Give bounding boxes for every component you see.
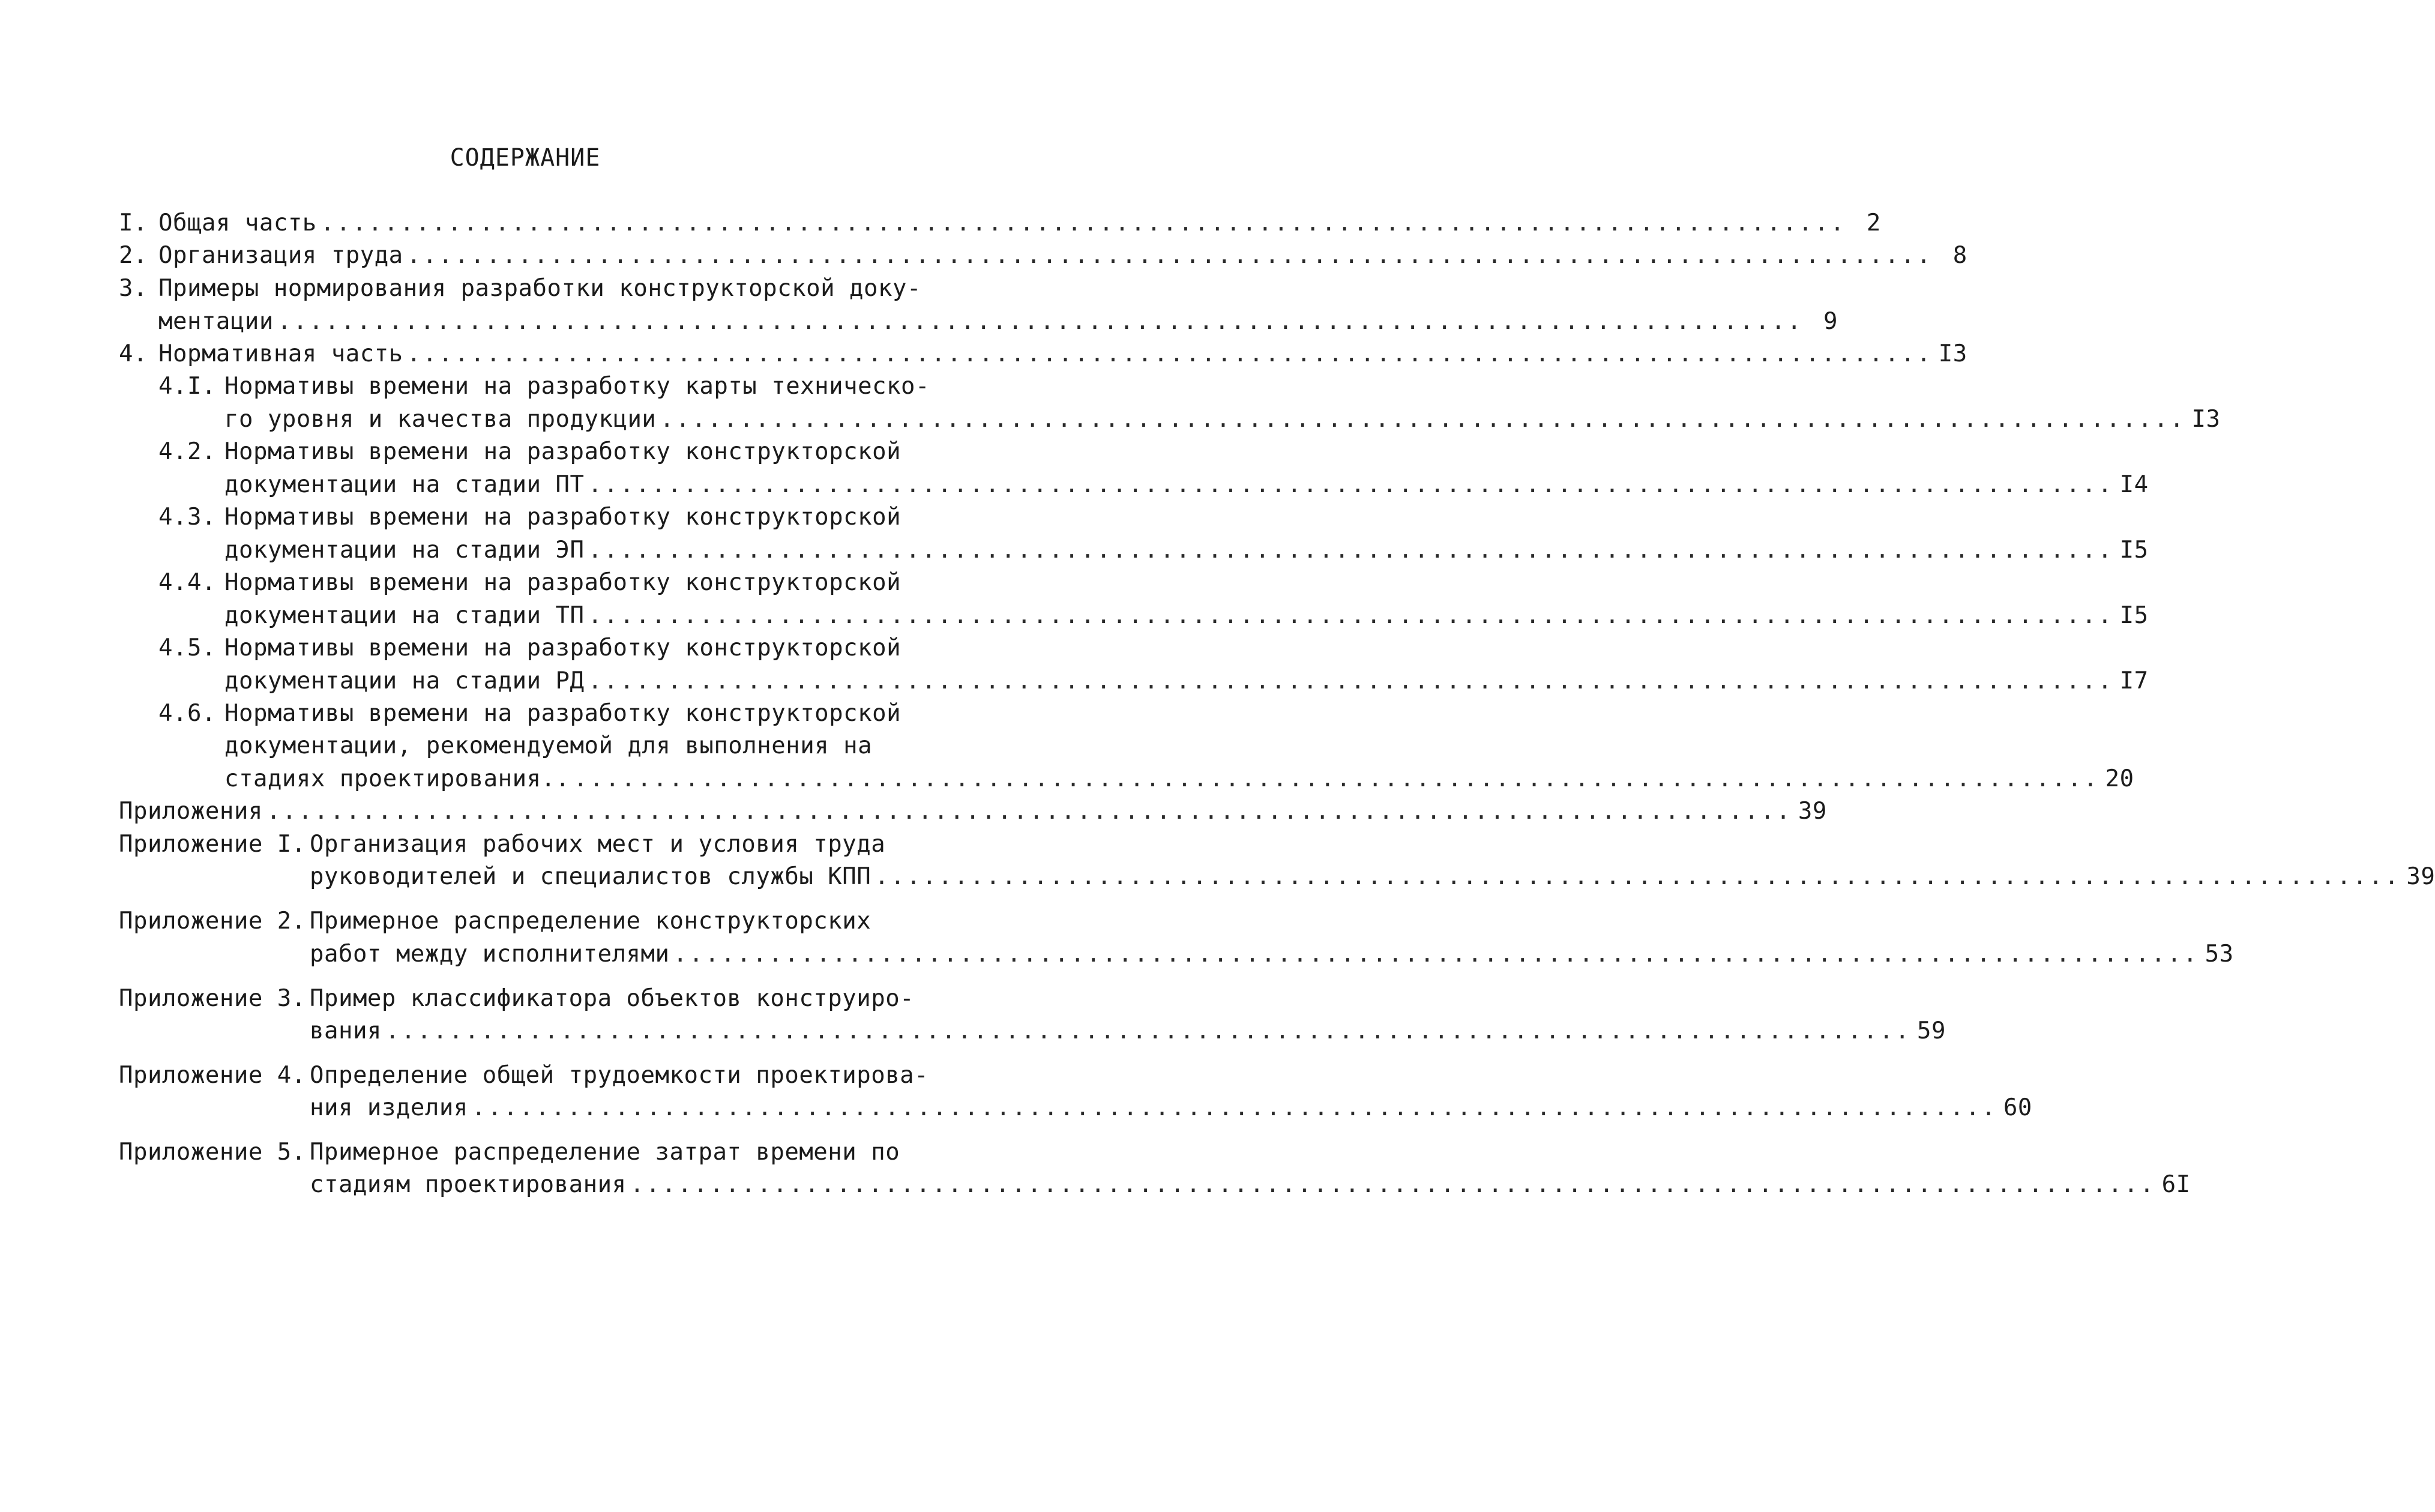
entry-text: Примерное распределение затрат времени по <box>310 1139 900 1166</box>
entry-number: 3. <box>119 275 148 302</box>
dot-leader: ................................................................................................ <box>406 242 1933 269</box>
entry-text: Нормативы времени на разработку конструкторской <box>224 504 901 531</box>
entry-text: Примерное распределение конструкторских <box>310 908 871 935</box>
page-number: 53 <box>2205 941 2234 968</box>
toc-entry <box>158 634 972 663</box>
toc-entry <box>158 503 972 532</box>
page-number: I5 <box>2119 537 2149 564</box>
dot-leader: ................................................................................................ <box>588 537 2114 564</box>
page-number: 39 <box>2406 863 2435 890</box>
page-number: I7 <box>2119 667 2149 694</box>
entry-number: Приложение I. <box>119 831 306 858</box>
toc-entry <box>119 907 972 936</box>
page-number: I4 <box>2119 471 2149 498</box>
entry-text: документации на стадии ЭП <box>224 537 585 564</box>
toc-entry <box>119 984 972 1013</box>
dot-leader: ................................................................................................ <box>406 340 1933 367</box>
entry-text: вания <box>310 1017 382 1044</box>
page-number: 59 <box>1917 1017 1946 1044</box>
toc-entry-continuation <box>224 536 2149 565</box>
entry-text: Определение общей трудоемкости проектирова- <box>310 1062 929 1089</box>
entry-number: 4.I. <box>158 373 216 400</box>
page-number: 60 <box>2003 1094 2032 1121</box>
entry-text: документации на стадии ПТ <box>224 471 585 498</box>
toc-entry <box>119 274 972 303</box>
toc-entry <box>158 372 972 401</box>
toc-entry-continuation <box>310 1017 1946 1046</box>
entry-text: Организация рабочих мест и условия труда <box>310 831 886 858</box>
page-number: I5 <box>2119 602 2149 629</box>
entry-text: Общая часть <box>158 209 317 236</box>
entry-text: ментации <box>158 308 274 335</box>
entry-number: Приложение 4. <box>119 1062 306 1089</box>
toc-entry-continuation <box>224 405 2221 434</box>
dot-leader: ................................................................................................ <box>630 1171 2156 1198</box>
toc-entry <box>119 1138 972 1167</box>
entry-text: ния изделия <box>310 1094 468 1121</box>
entry-number: 4.5. <box>158 634 216 661</box>
entry-number: Приложение 5. <box>119 1139 306 1166</box>
entry-number: Приложение 3. <box>119 985 306 1012</box>
page-number: 39 <box>1798 798 1827 825</box>
dot-leader: ................................................................................................ <box>588 602 2114 629</box>
page-number: I3 <box>1938 340 1967 367</box>
entry-text: Пример классификатора объектов конструиро- <box>310 985 915 1012</box>
toc-entry <box>119 1061 972 1090</box>
toc-entry-continuation <box>310 863 2435 891</box>
entry-number: 4.3. <box>158 504 216 531</box>
entry-text: Нормативы времени на разработку конструкторской <box>224 569 901 596</box>
entry-number: 4.4. <box>158 569 216 596</box>
entry-text: Нормативы времени на разработку конструкторской <box>224 634 901 661</box>
dot-leader: ................................................................................................ <box>385 1017 1911 1044</box>
dot-leader: ................................................................................................ <box>673 941 2199 968</box>
entry-text: Нормативная часть <box>158 340 403 367</box>
toc-entry <box>158 568 972 597</box>
dot-leader: ................................................................................................ <box>573 765 2099 792</box>
page-number: I3 <box>2191 406 2221 433</box>
toc-entry-continuation <box>310 940 2234 969</box>
entry-text: стадиям проектирования <box>310 1171 627 1198</box>
entry-text: Организация труда <box>158 242 403 269</box>
entry-text: стадиях проектирования.. <box>224 765 570 792</box>
entry-text: Нормативы времени на разработку карты техническо- <box>224 373 930 400</box>
toc-entry <box>119 830 972 859</box>
toc-entry-continuation <box>224 601 2149 630</box>
page-number: 6I <box>2161 1171 2191 1198</box>
dot-leader: ................................................................................................ <box>266 798 1792 825</box>
toc-entry-continuation <box>224 471 2149 499</box>
dot-leader: ................................................................................................ <box>588 471 2114 498</box>
dot-leader: ................................................................................................ <box>277 308 1803 335</box>
entry-text: Нормативы времени на разработку конструкторской <box>224 700 901 727</box>
dot-leader: ................................................................................................ <box>660 406 2186 433</box>
toc-entry <box>158 438 972 466</box>
page-number: 9 <box>1823 308 1838 335</box>
toc-entry <box>119 797 1827 826</box>
entry-text: го уровня и качества продукции <box>224 406 657 433</box>
dot-leader: ................................................................................................ <box>588 667 2114 694</box>
toc-entry-continuation <box>310 1094 2032 1122</box>
dot-leader: ................................................................................................ <box>874 863 2401 890</box>
toc-entry <box>119 241 1967 270</box>
dot-leader: ................................................................................................ <box>471 1094 1997 1121</box>
toc-entry <box>119 340 1967 369</box>
dot-leader: ................................................................................................ <box>320 209 1846 236</box>
entry-text: работ между исполнителями <box>310 941 670 968</box>
entry-number: I. <box>119 209 148 236</box>
page-number: 8 <box>1952 242 1967 269</box>
toc-entry-continuation <box>224 667 2149 696</box>
entry-text: документации, рекомендуемой для выполнения на <box>224 732 873 759</box>
toc-entry <box>119 209 1881 238</box>
page-title: СОДЕРЖАНИЕ <box>450 144 601 172</box>
toc-entry-continuation <box>158 307 1838 336</box>
entry-text: руководителей и специалистов службы КПП <box>310 863 871 890</box>
toc-entry <box>158 699 972 728</box>
entry-number: 2. <box>119 242 148 269</box>
page-number: 2 <box>1866 209 1881 236</box>
entry-number: Приложение 2. <box>119 908 306 935</box>
entry-number: 4.6. <box>158 700 216 727</box>
toc-entry-continuation <box>224 732 972 761</box>
toc-entry-continuation <box>224 765 2134 794</box>
entry-text: документации на стадии ТП <box>224 602 585 629</box>
entry-text: Примеры нормирования разработки конструкторской доку- <box>158 275 921 302</box>
entry-text: документации на стадии РД <box>224 667 585 694</box>
toc-entry-continuation <box>310 1170 2191 1199</box>
entry-number: 4. <box>119 340 148 367</box>
entry-text: Нормативы времени на разработку конструкторской <box>224 438 901 465</box>
page-number: 20 <box>2105 765 2134 792</box>
entry-text: Приложения <box>119 798 263 825</box>
entry-number: 4.2. <box>158 438 216 465</box>
